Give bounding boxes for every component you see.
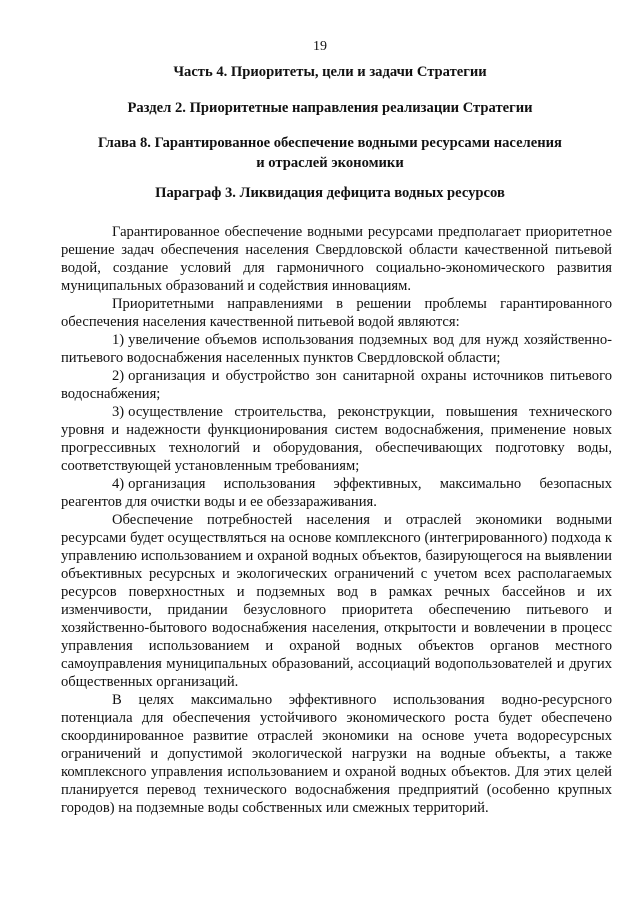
part-heading: Часть 4. Приоритеты, цели и задачи Стратегии: [173, 64, 487, 80]
body-paragraph-3: Обеспечение потребностей населения и отраслей экономики водными ресурсами будет осуществляться на основе комплексного (интегрированного) подхода к управлению использованием и охраной водных объектов, базирующегося на выявлении объективных ресурсных и экологических ограничений с учетом всех располагаемых ресурсов поверхностных и подземных вод в рамках речных бассейнов и их изменчивости, придании безусловного приоритета обеспечению питьевого и хозяйственно-бытового водоснабжения населения, открытости и вовлечении в процесс управления использованием и охраной водных объектов органов местного самоуправления муниципальных образований, ассоциаций водопользователей и других общественных организаций.: [61, 512, 612, 690]
list-item-number: 2): [112, 368, 125, 384]
paragraph-heading: Параграф 3. Ликвидация дефицита водных ресурсов: [155, 185, 505, 201]
list-item-2: [61, 367, 612, 403]
body-paragraph-4: В целях максимально эффективного использования водно-ресурсного потенциала для обеспечения устойчивого экономического роста будет обеспечено скоординированное развитие отраслей экономики на основе учета водоресурсных ограничений и допустимой экологической нагрузки на водные объекты, а также комплексного управления использованием и охраной водных объектов. Для этих целей планируется перевод технического водоснабжения предприятий (особенно крупных городов) на подземные воды собственных или смежных территорий.: [61, 692, 612, 816]
chapter-heading-line-2: и отраслей экономики: [256, 155, 404, 171]
body-paragraph-1: Гарантированное обеспечение водными ресурсами предполагает приоритетное решение задач обеспечения населения Свердловской области качественной питьевой водой, создание условий для гармоничного социально-экономического развития муниципальных образований и содействия инновациям.: [61, 224, 612, 294]
list-item-text: организация использования эффективных, максимально безопасных реагентов для очистки воды и ее обеззараживания.: [61, 476, 612, 510]
list-item-1: [61, 331, 612, 367]
chapter-heading: [60, 133, 600, 173]
page-number: 19: [313, 39, 327, 54]
body-paragraph-2: Приоритетными направлениями в решении проблемы гарантированного обеспечения населения качественной питьевой водой являются:: [61, 296, 612, 330]
body-text: [61, 223, 612, 817]
section-heading: Раздел 2. Приоритетные направления реализации Стратегии: [127, 100, 533, 116]
list-item-text: осуществление строительства, реконструкции, повышения технического уровня и надежности функционирования систем водоснабжения, применение новых прогрессивных технологий и оборудования, обеспечивающих подготовку воды, соответствующей установленным требованиям;: [61, 404, 612, 474]
list-item-number: 3): [112, 404, 125, 420]
chapter-heading-line-1: Глава 8. Гарантированное обеспечение водными ресурсами населения: [98, 135, 562, 151]
list-item-text: организация и обустройство зон санитарной охраны источников питьевого водоснабжения;: [61, 368, 612, 402]
list-item-3: [61, 403, 612, 475]
list-item-text: увеличение объемов использования подземных вод для нужд хозяйственно-питьевого водоснабжения населенных пунктов Свердловской области;: [61, 332, 612, 366]
list-item-4: [61, 475, 612, 511]
list-item-number: 4): [112, 476, 125, 492]
list-item-number: 1): [112, 332, 125, 348]
